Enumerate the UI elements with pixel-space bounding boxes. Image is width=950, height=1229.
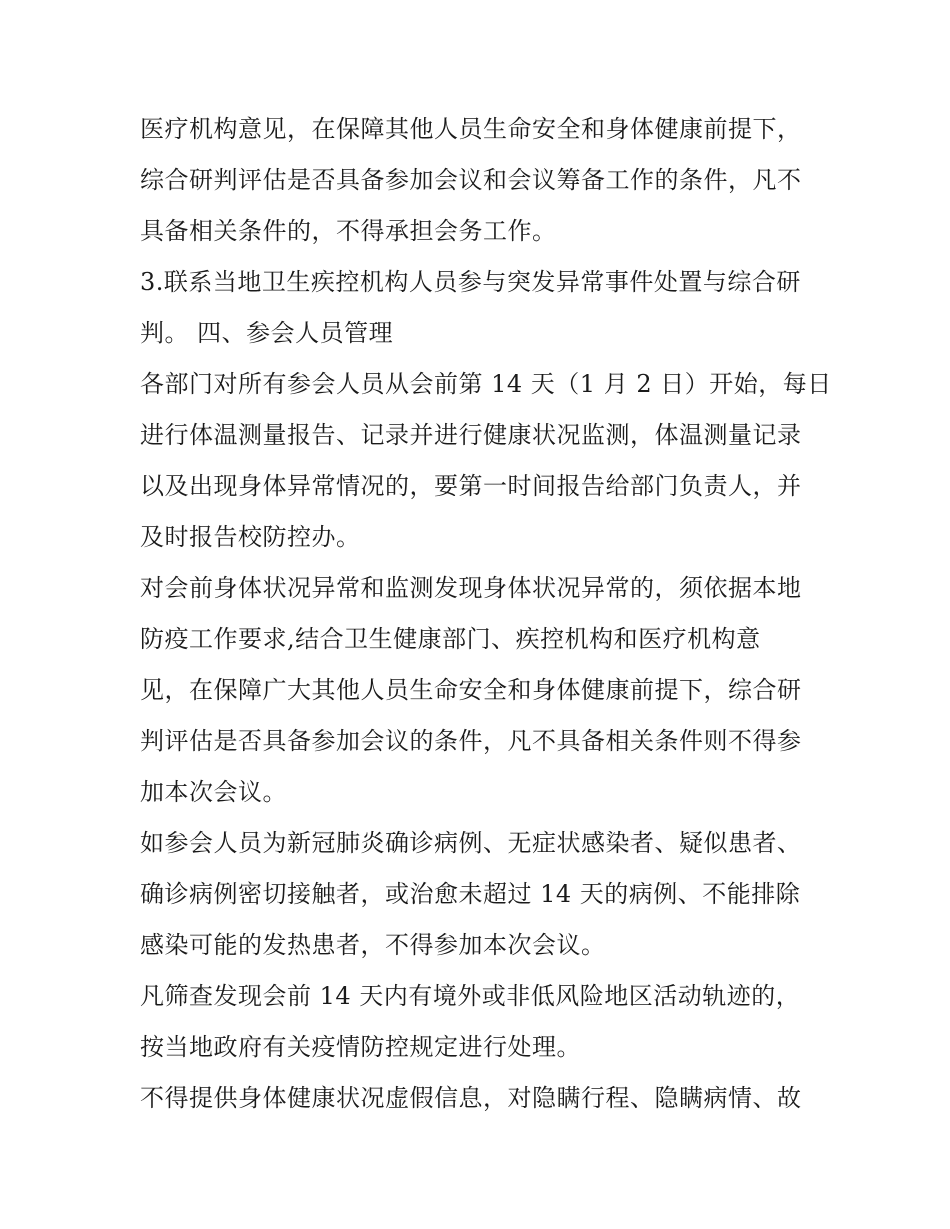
text-line: 具备相关条件的，不得承担会务工作。	[140, 217, 557, 245]
text-line: 3.联系当地卫生疾控机构人员参与突发异常事件处置与综合研	[140, 268, 801, 296]
text-line: 如参会人员为新冠肺炎确诊病例、无症状感染者、疑似患者、	[140, 829, 802, 857]
text-line: 按当地政府有关疫情防控规定进行处理。	[140, 1033, 581, 1061]
text-line: 见，在保障广大其他人员生命安全和身体健康前提下，综合研	[140, 676, 802, 704]
text-line: 综合研判评估是否具备参加会议和会议筹备工作的条件，凡不	[140, 166, 802, 194]
text-line: 确诊病例密切接触者，或治愈未超过 14 天的病例、不能排除	[140, 880, 801, 908]
text-line: 进行体温测量报告、记录并进行健康状况监测，体温测量记录	[140, 421, 802, 449]
text-line: 对会前身体状况异常和监测发现身体状况异常的，须依据本地	[140, 574, 802, 602]
text-line: 不得提供身体健康状况虚假信息，对隐瞒行程、隐瞒病情、故	[140, 1084, 802, 1112]
text-line: 凡筛查发现会前 14 天内有境外或非低风险地区活动轨迹的，	[140, 982, 801, 1010]
text-line: 及时报告校防控办。	[140, 523, 361, 551]
text-line: 加本次会议。	[140, 778, 287, 806]
document-body	[140, 104, 832, 1124]
text-line: 各部门对所有参会人员从会前第 14 天（1 月 2 日）开始，每日	[140, 370, 832, 398]
text-line: 以及出现身体异常情况的，要第一时间报告给部门负责人，并	[140, 472, 802, 500]
text-line: 判。 四、参会人员管理	[140, 319, 394, 347]
text-line: 感染可能的发热患者，不得参加本次会议。	[140, 931, 606, 959]
text-line: 防疫工作要求,结合卫生健康部门、疾控机构和医疗机构意	[140, 625, 761, 653]
text-line: 医疗机构意见，在保障其他人员生命安全和身体健康前提下，	[140, 115, 802, 143]
text-line: 判评估是否具备参加会议的条件，凡不具备相关条件则不得参	[140, 727, 802, 755]
